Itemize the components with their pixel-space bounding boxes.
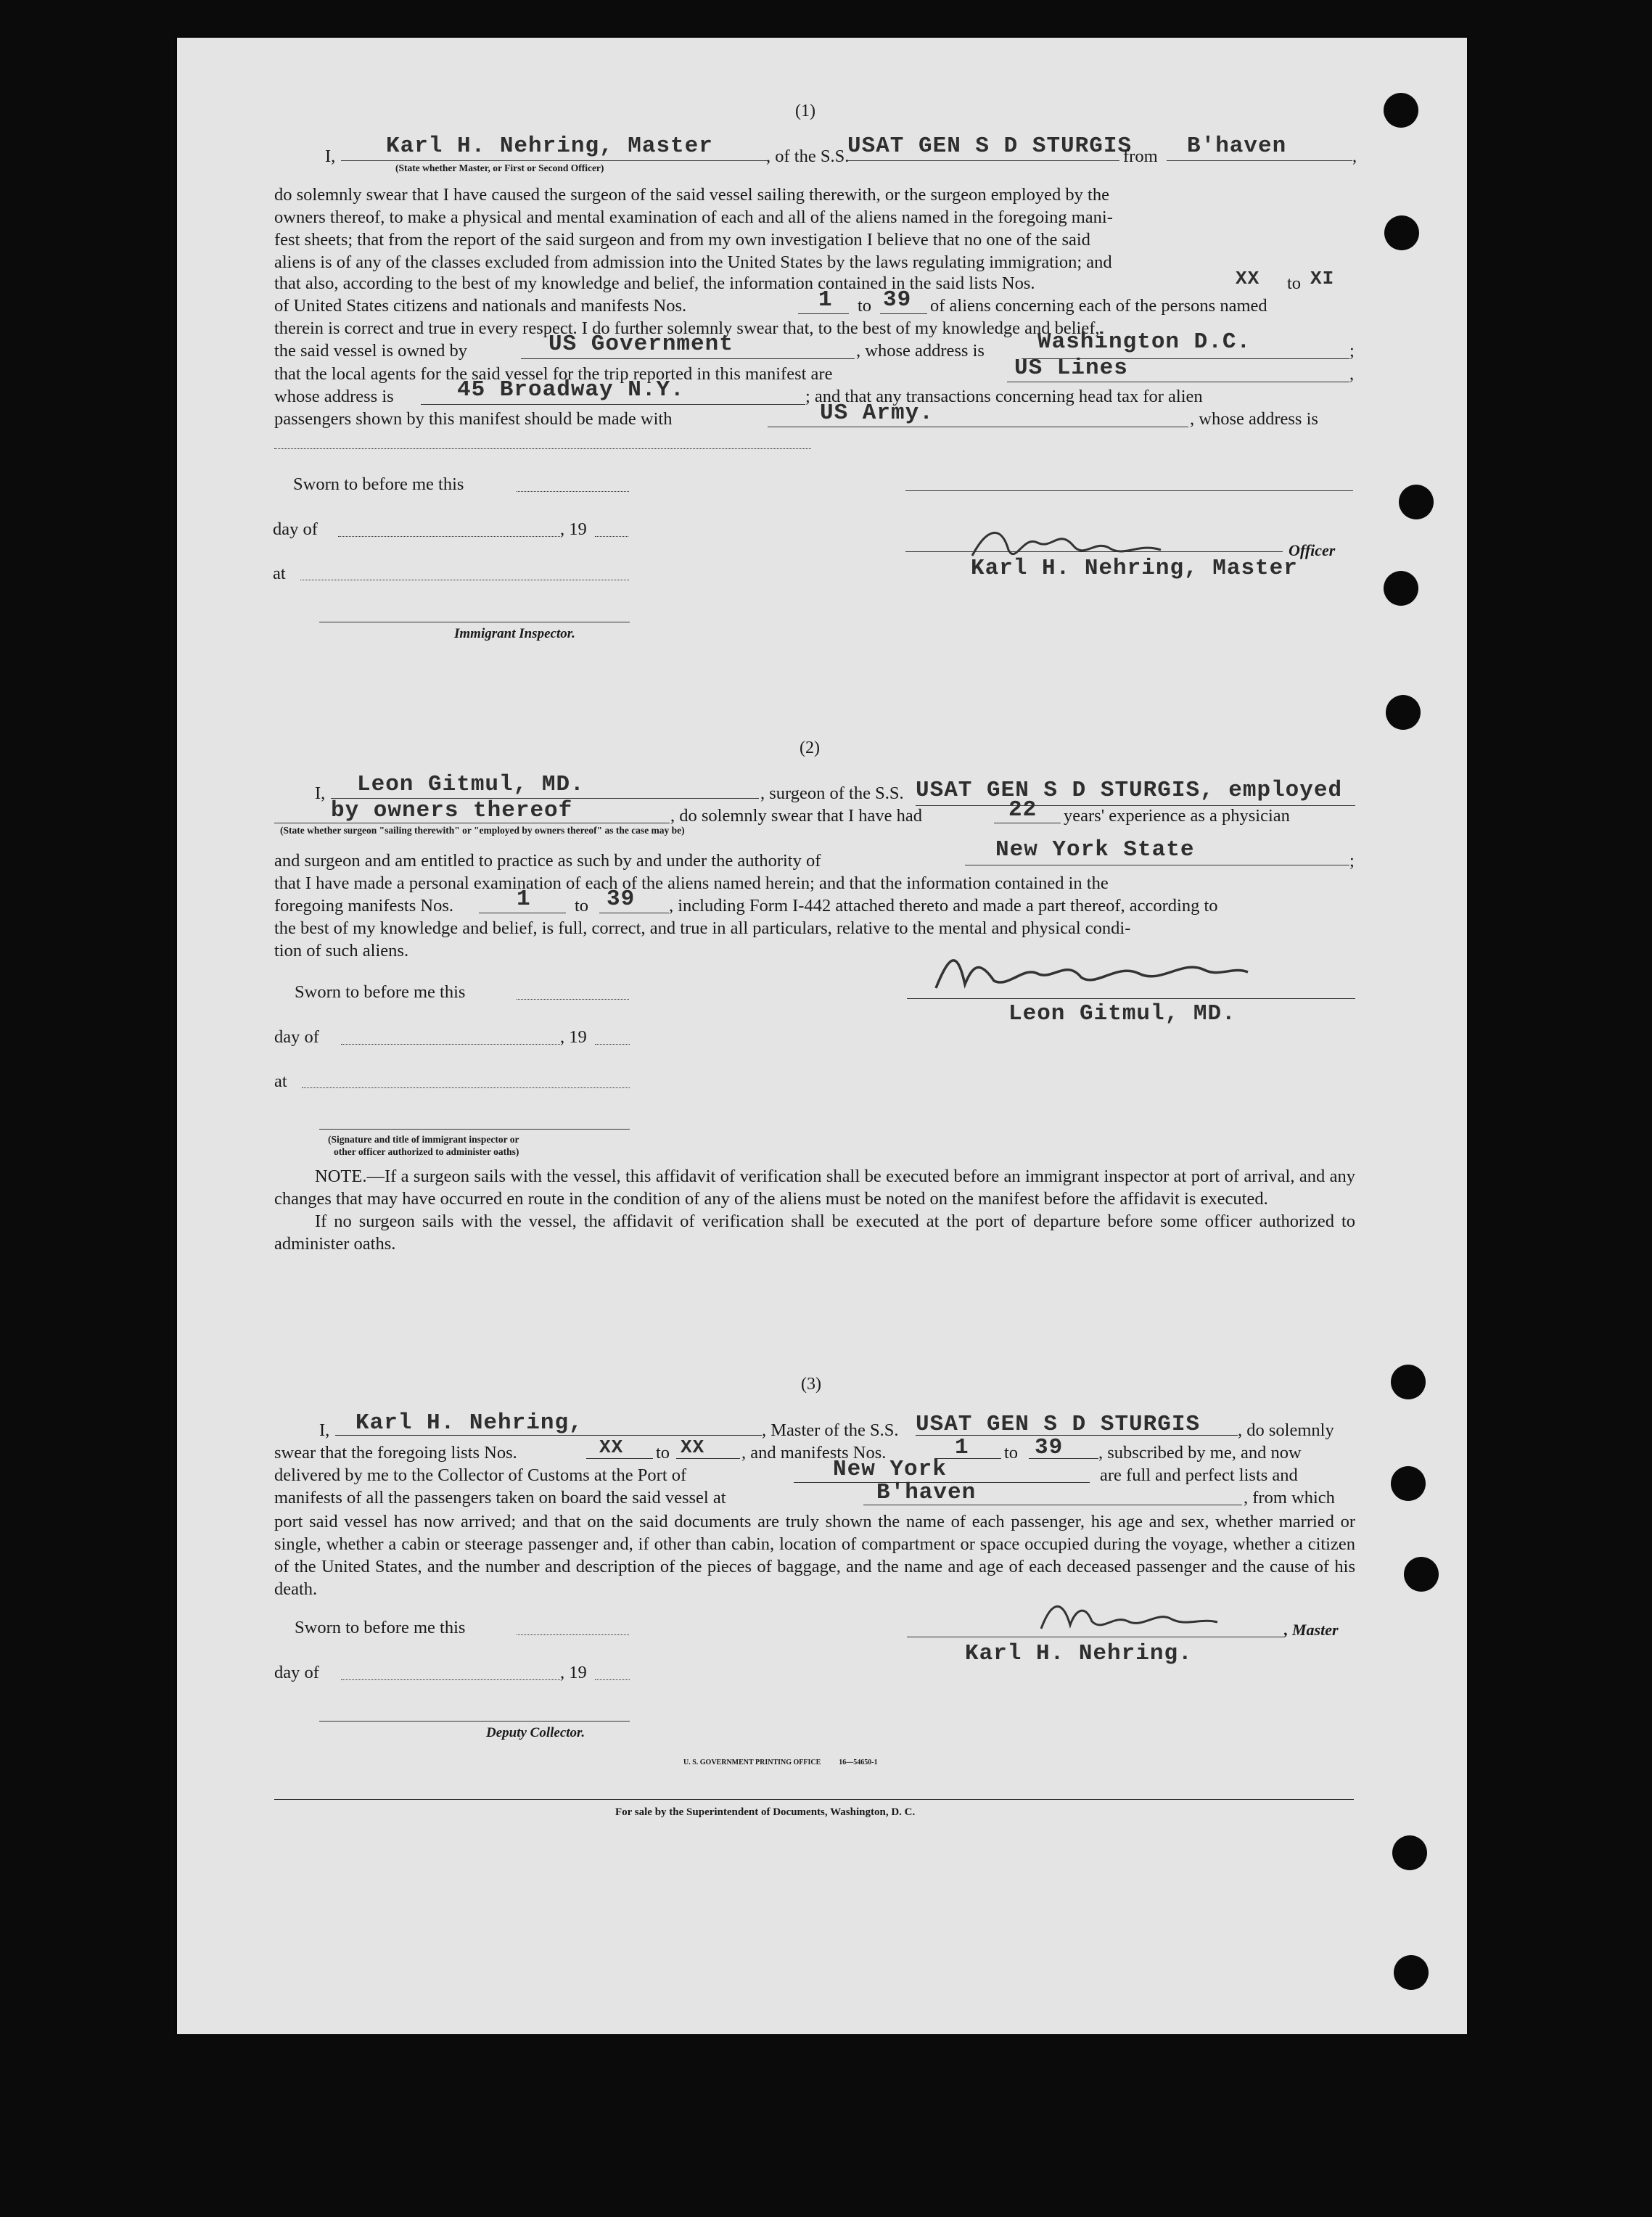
- section-1-line: therein is correct and true in every respect. I do further solemnly swear that, to the best of my knowledge and belief,: [274, 318, 1100, 338]
- year-label-3: , 19: [560, 1663, 587, 1682]
- note-text-1: —If a surgeon sails with the vessel, this affidavit of verification shall be executed before an immigrant inspector at port of arrival, and any changes that may have occurred en route in the condition of any of the aliens must be noted on the manifest before the affidavit is executed.: [274, 1167, 1355, 1209]
- manifests-to-line-3: [1029, 1458, 1098, 1459]
- to-word: to: [858, 296, 872, 316]
- section-1-line: owners thereof, to make a physical and mental examination of each and all of the aliens named in the foregoing mani-: [274, 207, 1113, 227]
- note-paragraph: [274, 1165, 1355, 1210]
- signature-line-blank: [905, 490, 1353, 491]
- day-line: [338, 536, 560, 537]
- to-word-2: to: [575, 896, 589, 916]
- manifests-to-field-2: 39: [607, 887, 636, 912]
- sworn-label-3: Sworn to before me this: [295, 1618, 466, 1637]
- section-2-line: and surgeon and am entitled to practice as such by and under the authority of: [274, 851, 821, 871]
- section-2-line: tion of such aliens.: [274, 941, 409, 961]
- collector-caption: Deputy Collector.: [486, 1725, 585, 1740]
- do-solemnly-label: , do solemnly: [1238, 1420, 1334, 1440]
- at-line-2: [302, 1087, 630, 1088]
- punch-hole: [1384, 93, 1418, 128]
- master-signature-3: [1030, 1596, 1226, 1640]
- agents-address-field: 45 Broadway N.Y.: [457, 377, 685, 403]
- vessel-name-field-3: USAT GEN S D STURGIS: [916, 1412, 1201, 1437]
- owner-address-label: , whose address is: [856, 341, 985, 361]
- section-3-line: manifests of all the passengers taken on board the said vessel at: [274, 1488, 726, 1508]
- signature-name: Karl H. Nehring, Master: [971, 556, 1298, 581]
- section-3-line: are full and perfect lists and: [1100, 1465, 1298, 1485]
- address-line: [274, 448, 811, 449]
- section-3-line: swear that the foregoing lists Nos.: [274, 1443, 517, 1463]
- section-1-line: , whose address is: [1190, 409, 1318, 429]
- years-label: years' experience as a physician: [1064, 806, 1290, 826]
- inspector-caption-2b: other officer authorized to administer oaths): [334, 1146, 519, 1157]
- section-1-line: aliens is of any of the classes excluded from admission into the United States by the laws regulating immigration; and: [274, 252, 1112, 272]
- signature-role-3: , Master: [1284, 1621, 1339, 1639]
- agents-field: US Lines: [1014, 355, 1128, 381]
- section-1-line: ; and that any transactions concerning head tax for alien: [805, 387, 1203, 406]
- section-1-line: of United States citizens and nationals and manifests Nos.: [274, 296, 687, 316]
- at-label: at: [273, 564, 286, 583]
- from-label: from: [1123, 147, 1158, 166]
- agents-address-line: [421, 404, 805, 405]
- section-3-number: (3): [801, 1375, 821, 1394]
- section-1-number: (1): [795, 102, 815, 120]
- comma: ,: [1349, 364, 1355, 384]
- manifests-from-field-2: 1: [517, 887, 531, 912]
- to-word-3b: to: [1004, 1443, 1019, 1463]
- surgeon-signature-line: [907, 998, 1355, 999]
- punch-hole: [1384, 215, 1419, 250]
- punch-hole: [1391, 1466, 1426, 1501]
- section-2-line: the best of my knowledge and belief, is full, correct, and true in all particulars, relative to the mental and physical condi-: [274, 918, 1131, 938]
- section-3-intro: I,: [319, 1420, 330, 1440]
- port-from-line: [1167, 160, 1352, 161]
- lists-to-field: XI: [1310, 268, 1335, 289]
- surgeon-name-field: Leon Gitmul, MD.: [357, 772, 585, 797]
- for-sale-note: For sale by the Superintendent of Documents, Washington, D. C.: [615, 1806, 916, 1818]
- section-2-line: foregoing manifests Nos.: [274, 896, 453, 916]
- punch-hole: [1394, 1955, 1429, 1990]
- day-of-label-2: day of: [274, 1027, 319, 1047]
- year-label: , 19: [560, 519, 587, 539]
- manifests-from-field: 1: [818, 287, 833, 313]
- section-2-line: that I have made a personal examination of each of the aliens named herein; and that the information contained in the: [274, 873, 1109, 893]
- lists-from-field-3: XX: [599, 1436, 624, 1458]
- signature-role: Officer: [1289, 541, 1336, 559]
- inspector-caption: Immigrant Inspector.: [454, 626, 575, 641]
- section-3-body: [274, 1510, 1355, 1600]
- sworn-line-2: [517, 999, 629, 1000]
- collector-line: [319, 1721, 630, 1722]
- vessel-name-field-2: USAT GEN S D STURGIS, employed: [916, 778, 1343, 803]
- section-1-body: [274, 184, 1355, 273]
- vessel-name-field: USAT GEN S D STURGIS: [847, 133, 1133, 159]
- lists-from-field: XX: [1236, 268, 1260, 289]
- sworn-line: [517, 491, 629, 492]
- section-2-intro: I,: [315, 783, 326, 803]
- section-3-line: , subscribed by me, and now: [1098, 1443, 1302, 1463]
- section-2-line: , including Form I-442 attached thereto and made a part thereof, according to: [669, 896, 1218, 916]
- year-label-2: , 19: [560, 1027, 587, 1047]
- surgeon-of-the-label: , surgeon of the S.S.: [760, 783, 904, 803]
- punch-hole: [1404, 1557, 1439, 1592]
- lists-from-line-3: [586, 1458, 653, 1459]
- years-field: 22: [1008, 797, 1037, 823]
- punch-hole: [1399, 485, 1434, 519]
- employment-field: by owners thereof: [331, 798, 573, 823]
- section-1-intro: I,: [325, 147, 336, 166]
- lists-to-line-3: [676, 1458, 740, 1459]
- semicolon: ;: [1349, 341, 1355, 361]
- to-word-3: to: [656, 1443, 670, 1463]
- punch-hole: [1391, 1365, 1426, 1399]
- authority-field: New York State: [995, 837, 1195, 863]
- manifests-to-field-3: 39: [1035, 1435, 1064, 1460]
- owner-line: [521, 358, 855, 359]
- day-of-label: day of: [273, 519, 318, 539]
- punch-hole: [1386, 695, 1421, 730]
- port-field-3: New York: [833, 1457, 947, 1482]
- note-text-2: If no surgeon sails with the vessel, the affidavit of verification shall be executed at the port of departure before some officer authorized to administer oaths.: [274, 1212, 1355, 1254]
- surgeon-signature-name: Leon Gitmul, MD.: [1008, 1001, 1236, 1027]
- manifests-to-line: [880, 313, 927, 314]
- inspector-line-2: [319, 1129, 630, 1130]
- printing-office-note: U. S. GOVERNMENT PRINTING OFFICE 16—54650-1: [683, 1759, 878, 1766]
- semicolon: ;: [1349, 851, 1355, 871]
- master-signature-name-3: Karl H. Nehring.: [965, 1641, 1193, 1666]
- section-1-line: the said vessel is owned by: [274, 341, 468, 361]
- section-3-line: , and manifests Nos.: [741, 1443, 887, 1463]
- comma: ,: [1352, 147, 1357, 166]
- section-1-line: that the local agents for the said vessel for the trip reported in this manifest are: [274, 364, 833, 384]
- port-from-field: B'haven: [1187, 133, 1287, 159]
- at-label-2: at: [274, 1072, 287, 1091]
- punch-hole: [1392, 1835, 1427, 1870]
- employment-caption: (State whether surgeon "sailing therewith" or "employed by owners thereof" as the case may be): [280, 825, 685, 836]
- master-of-the-label: , Master of the S.S.: [762, 1420, 899, 1440]
- master-caption: (State whether Master, or First or Second Officer): [395, 163, 604, 173]
- footer-rule: [274, 1799, 1354, 1800]
- lists-to-field-3: XX: [681, 1436, 705, 1458]
- head-tax-field: US Army.: [820, 400, 934, 426]
- swear-label: , do solemnly swear that I have had: [670, 806, 922, 826]
- master-name-line-3: [335, 1435, 762, 1436]
- signature-line: [905, 551, 1283, 552]
- section-3-line: , from which: [1244, 1488, 1335, 1508]
- day-of-label-3: day of: [274, 1663, 319, 1682]
- section-1-line: fest sheets; that from the report of the said surgeon and from my own investigation I believe that no one of the said: [274, 230, 1090, 250]
- note-label: NOTE.: [315, 1167, 367, 1186]
- manifests-from-line: [798, 313, 849, 314]
- master-name-field-3: Karl H. Nehring,: [356, 1410, 583, 1436]
- manifests-from-field-3: 1: [955, 1435, 969, 1460]
- section-1-line: passengers shown by this manifest should be made with: [274, 409, 673, 429]
- day-line-2: [341, 1044, 560, 1045]
- section-3-line: delivered by me to the Collector of Customs at the Port of: [274, 1465, 687, 1485]
- sworn-line-3: [517, 1634, 629, 1635]
- note-block: [274, 1165, 1355, 1255]
- year-line: [595, 536, 628, 537]
- manifests-to-field: 39: [883, 287, 912, 313]
- year-line-2: [595, 1044, 630, 1045]
- sworn-label-2: Sworn to before me this: [295, 982, 466, 1002]
- section-3-body-text: port said vessel has now arrived; and that on the said documents are truly shown the name of each passenger, his age and sex, whether married or single, whether a cabin or steerage passenger and, if other than cabin, location of compartment or space occupied during the voyage, whether a citizen of the United States, and the number and description of the pieces of baggage, and the name and age of each deceased passenger and the cause of his death.: [274, 1512, 1355, 1599]
- section-1-line: whose address is: [274, 387, 394, 406]
- year-line-3: [595, 1679, 630, 1680]
- sworn-label: Sworn to before me this: [293, 474, 464, 494]
- lists-to-word: to: [1287, 273, 1302, 293]
- section-1-line: of aliens concerning each of the persons named: [930, 296, 1267, 316]
- section-1-line: do solemnly swear that I have caused the surgeon of the said vessel sailing therewith, or the surgeon employed by the: [274, 185, 1109, 205]
- owner-field: US Government: [548, 332, 733, 357]
- surgeon-signature: [929, 945, 1262, 1003]
- section-2-number: (2): [800, 739, 820, 757]
- vessel-line: [847, 160, 1119, 161]
- owner-address-field: Washington D.C.: [1037, 329, 1252, 355]
- master-name-line: [341, 160, 769, 161]
- section-1-line: that also, according to the best of my knowledge and belief, the information contained in the said lists Nos.: [274, 273, 1035, 293]
- day-line-3: [341, 1679, 560, 1680]
- port-from-field-3: B'haven: [876, 1480, 977, 1505]
- inspector-caption-2a: (Signature and title of immigrant inspector or: [328, 1134, 519, 1145]
- punch-hole: [1384, 571, 1418, 606]
- of-the-ss-label: , of the S.S.: [766, 147, 850, 166]
- master-name-field: Karl H. Nehring, Master: [386, 133, 713, 159]
